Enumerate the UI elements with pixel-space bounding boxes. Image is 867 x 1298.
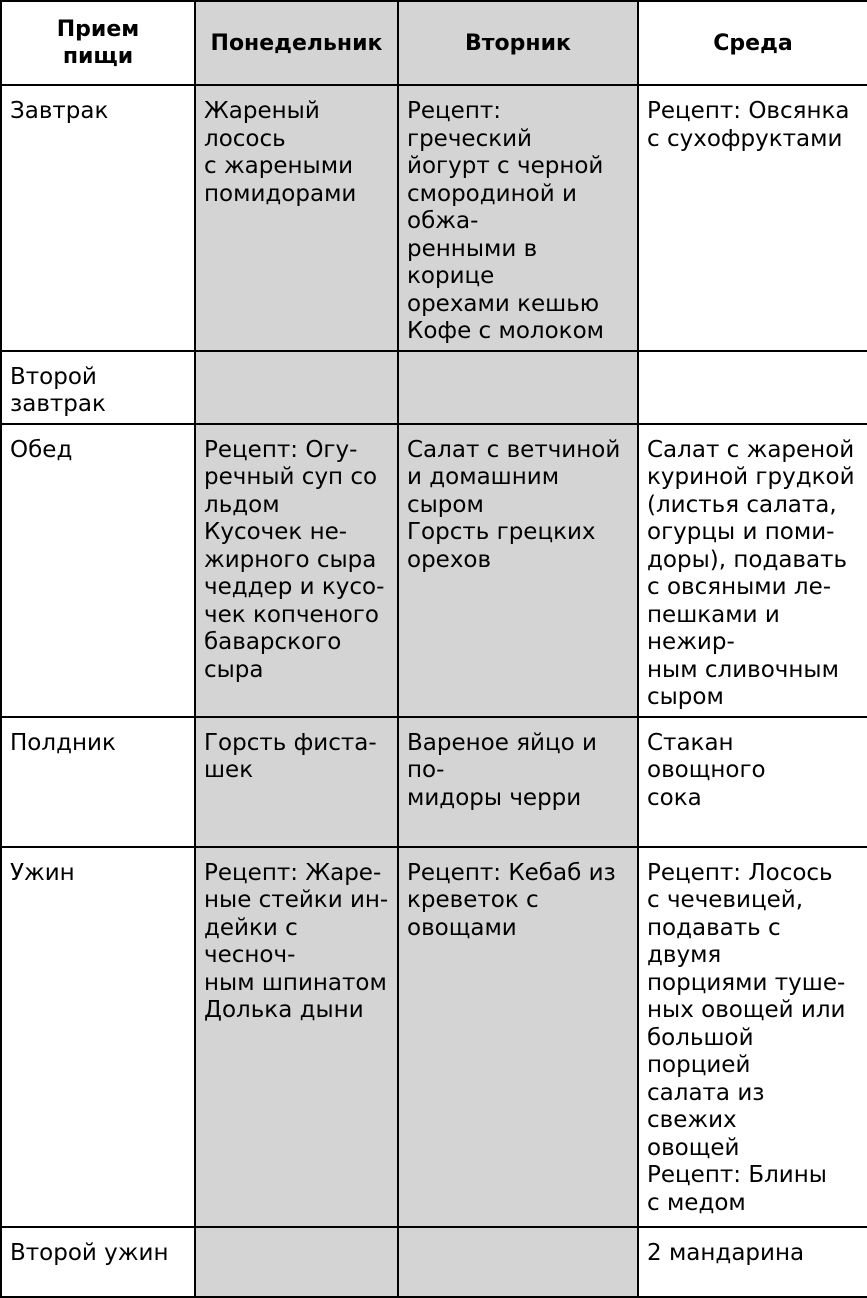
wednesday-cell: Стакан овощного сока: [638, 717, 867, 847]
meal-name-cell: Завтрак: [1, 85, 195, 351]
meal-name-cell: Полдник: [1, 717, 195, 847]
monday-cell: Рецепт: Жаре- ные стейки ин- дейки с чесноч- ным шпинатом Долька дыни: [195, 847, 398, 1227]
tuesday-cell: [398, 1227, 638, 1297]
table-row: [1, 717, 867, 847]
table-row: [1, 85, 867, 351]
tuesday-cell: Рецепт: Кебаб из креветок с овощами: [398, 847, 638, 1227]
meal-name-cell: Второй ужин: [1, 1227, 195, 1297]
monday-cell: Рецепт: Огу- речный суп со льдом Кусочек не- жирного сыра чеддер и кусо- чек копченого баварского сыра: [195, 424, 398, 717]
wednesday-cell: Рецепт: Лосось с чечевицей, подавать с двумя порциями туше- ных овощей или большой порцией салата из свежих овощей Рецепт: Блины с медом: [638, 847, 867, 1227]
header-meal: Прием пищи: [1, 1, 195, 85]
monday-cell: [195, 351, 398, 424]
table-row: [1, 1227, 867, 1297]
tuesday-cell: [398, 351, 638, 424]
meal-name-cell: Обед: [1, 424, 195, 717]
header-wednesday: Среда: [638, 1, 867, 85]
meal-name-cell: Ужин: [1, 847, 195, 1227]
table-row: [1, 424, 867, 717]
wednesday-cell: 2 мандарина: [638, 1227, 867, 1297]
table-row: [1, 351, 867, 424]
wednesday-cell: [638, 351, 867, 424]
table-row: [1, 847, 867, 1227]
wednesday-cell: Рецепт: Овсянка с сухофруктами: [638, 85, 867, 351]
table-header-row: [1, 1, 867, 85]
monday-cell: [195, 1227, 398, 1297]
meal-name-cell: Второй завтрак: [1, 351, 195, 424]
tuesday-cell: Салат с ветчиной и домашним сыром Горсть грецких орехов: [398, 424, 638, 717]
wednesday-cell: Салат с жареной куриной грудкой (листья салата, огурцы и поми- доры), подавать с овсяными ле- пешками и нежир- ным сливочным сыром: [638, 424, 867, 717]
monday-cell: Жареный лосось с жареными помидорами: [195, 85, 398, 351]
tuesday-cell: Вареное яйцо и по- мидоры черри: [398, 717, 638, 847]
monday-cell: Горсть фиста- шек: [195, 717, 398, 847]
tuesday-cell: Рецепт: греческий йогурт с черной смородиной и обжа- ренными в корице орехами кешью Кофе с молоком: [398, 85, 638, 351]
header-monday: Понедельник: [195, 1, 398, 85]
header-tuesday: Вторник: [398, 1, 638, 85]
